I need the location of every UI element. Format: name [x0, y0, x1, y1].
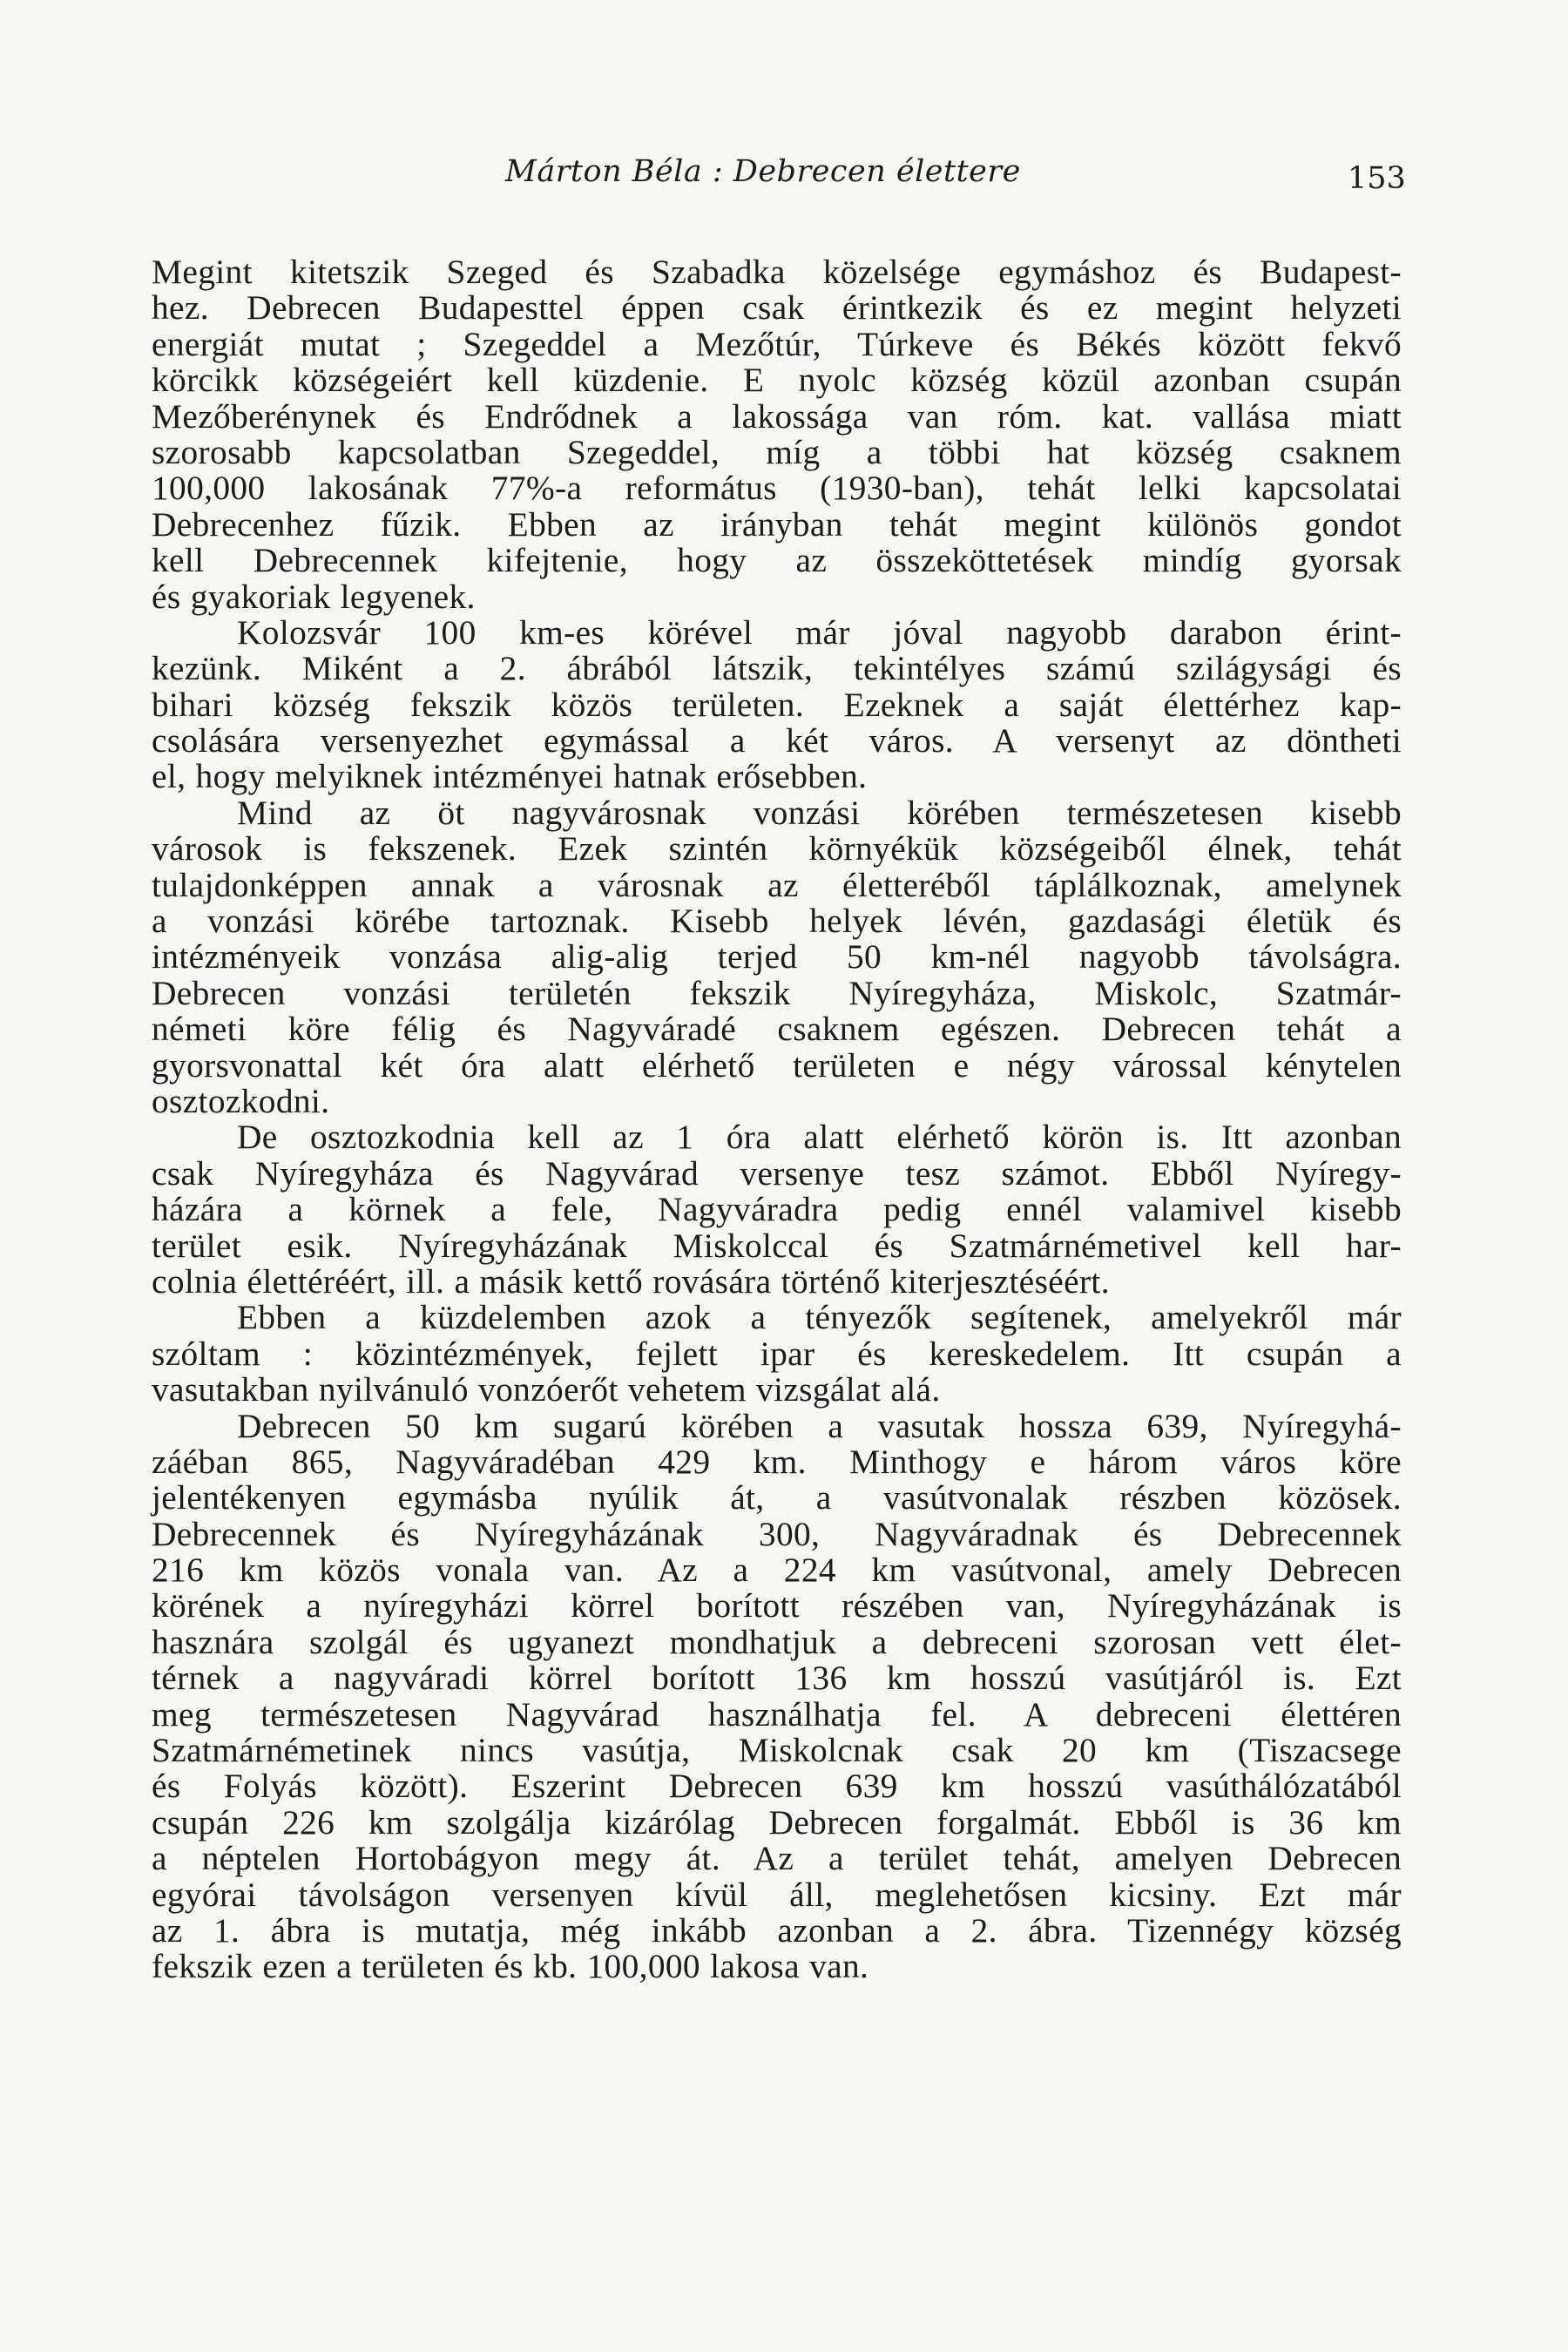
text-line: házára a körnek a fele, Nagyváradra pedig ennél valamivel kisebb [152, 1190, 1402, 1229]
text-line: Megint kitetszik Szeged és Szabadka közelsége egymáshoz és Budapest- [152, 253, 1402, 291]
text-line: bihari község fekszik közös területen. Ezeknek a saját élettérhez kap- [152, 685, 1402, 724]
text-line: szóltam : közintézmények, fejlett ipar és kereskedelem. Itt csupán a [152, 1334, 1402, 1373]
text-line: záéban 865, Nagyváradéban 429 km. Minthogy e három város köre [152, 1442, 1402, 1481]
text-line: körcikk községeiért kell küzdenie. E nyolc község közül azonban csupán [152, 361, 1402, 400]
text-line: az 1. ábra is mutatja, még inkább azonban a 2. ábra. Tizennégy község [152, 1910, 1402, 1950]
text-line: Szatmárnémetinek nincs vasútja, Miskolcnak csak 20 km (Tiszacsege [152, 1731, 1402, 1770]
text-line: el, hogy melyiknek intézményei hatnak erősebben. [152, 757, 868, 796]
text-line: fekszik ezen a területen és kb. 100,000 lakosa van. [152, 1947, 869, 1986]
text-line: kezünk. Miként a 2. ábrából látszik, tekintélyes számú szilágysági és [152, 649, 1402, 688]
text-line: energiát mutat ; Szegeddel a Mezőtúr, Túrkeve és Békés között fekvő [152, 324, 1402, 363]
text-line: Debrecen vonzási területén fekszik Nyíregyháza, Miskolc, Szatmár- [152, 973, 1402, 1012]
text-line: körének a nyíregyházi körrel borított részében van, Nyíregyházának is [152, 1586, 1402, 1625]
text-line: Debrecennek és Nyíregyházának 300, Nagyváradnak és Debrecennek [152, 1514, 1402, 1553]
text-line: osztozkodni. [152, 1081, 330, 1120]
page-number: 153 [1348, 161, 1406, 196]
text-line: csolására versenyezhet egymással a két város. A versenyt az döntheti [152, 721, 1402, 760]
text-line: Ebben a küzdelemben azok a tényezők segítenek, amelyekről már [237, 1298, 1402, 1337]
running-title: Márton Béla : Debrecen élettere [505, 154, 1021, 189]
text-line: Kolozsvár 100 km-es körével már jóval nagyobb darabon érint- [237, 612, 1402, 652]
text-line: Debrecenhez fűzik. Ebben az irányban tehát megint különös gondot [152, 504, 1402, 544]
text-line: városok is fekszenek. Ezek szintén környékük községeiből élnek, tehát [152, 829, 1402, 868]
text-line: Debrecen 50 km sugarú körében a vasutak hossza 639, Nyíregyhá- [237, 1406, 1402, 1445]
text-line: gyorsvonattal két óra alatt elérhető területen e négy várossal kénytelen [152, 1045, 1402, 1085]
text-line: a néptelen Hortobágyon megy át. Az a terület tehát, amelyen Debrecen [152, 1839, 1402, 1878]
text-line: csupán 226 km szolgálja kizárólag Debrecen forgalmát. Ebből is 36 km [152, 1802, 1402, 1842]
text-line: szorosabb kapcsolatban Szegeddel, míg a többi hat község csaknem [152, 432, 1402, 471]
text-line: colnia élettéréért, ill. a másik kettő rovására történő kiterjesztéséért. [152, 1261, 1110, 1301]
text-line: hez. Debrecen Budapesttel éppen csak érintkezik és ez megint helyzeti [152, 288, 1402, 328]
text-line: Mind az öt nagyvárosnak vonzási körében természetesen kisebb [237, 793, 1402, 832]
body-text [152, 254, 1402, 1985]
text-line: meg természetesen Nagyvárad használhatja fel. A debreceni élettéren [152, 1694, 1402, 1734]
text-line: 216 km közös vonala van. Az a 224 km vasútvonal, amely Debrecen [152, 1551, 1402, 1590]
text-line: egyórai távolságon versenyen kívül áll, meglehetősen kicsiny. Ezt már [152, 1875, 1402, 1914]
text-line: 100,000 lakosának 77%-a református (1930-ban), tehát lelki kapcsolatai [152, 469, 1402, 508]
text-line: hasznára szolgál és ugyanezt mondhatjuk a debreceni szorosan vett élet- [152, 1622, 1402, 1661]
text-line: De osztozkodnia kell az 1 óra alatt elérhető körön is. Itt azonban [237, 1118, 1402, 1157]
text-line: és Folyás között). Eszerint Debrecen 639 km hosszú vasúthálózatából [152, 1767, 1402, 1806]
text-line: németi köre félig és Nagyváradé csaknem egészen. Debrecen tehát a [152, 1010, 1402, 1049]
running-head [0, 150, 1568, 196]
text-line: és gyakoriak legyenek. [152, 577, 476, 616]
text-line: a vonzási körébe tartoznak. Kisebb helyek lévén, gazdasági életük és [152, 902, 1402, 941]
text-line: intézményeik vonzása alig-alig terjed 50 km-nél nagyobb távolságra. [152, 937, 1402, 977]
text-line: Mezőberénynek és Endrődnek a lakossága van róm. kat. vallása miatt [152, 396, 1402, 436]
text-line: vasutakban nyilvánuló vonzóerőt vehetem vizsgálat alá. [152, 1370, 941, 1409]
text-line: terület esik. Nyíregyházának Miskolccal és Szatmárnémetivel kell har- [152, 1226, 1402, 1265]
text-line: kell Debrecennek kifejtenie, hogy az összeköttetések mindíg gyorsak [152, 541, 1402, 580]
text-line: tulajdonképpen annak a városnak az életteréből táplálkoznak, amelynek [152, 865, 1402, 904]
text-line: jelentékenyen egymásba nyúlik át, a vasútvonalak részben közösek. [152, 1478, 1402, 1517]
text-line: csak Nyíregyháza és Nagyvárad versenye tesz számot. Ebből Nyíregy- [152, 1153, 1402, 1193]
text-line: térnek a nagyváradi körrel borított 136 km hosszú vasútjáról is. Ezt [152, 1659, 1402, 1698]
